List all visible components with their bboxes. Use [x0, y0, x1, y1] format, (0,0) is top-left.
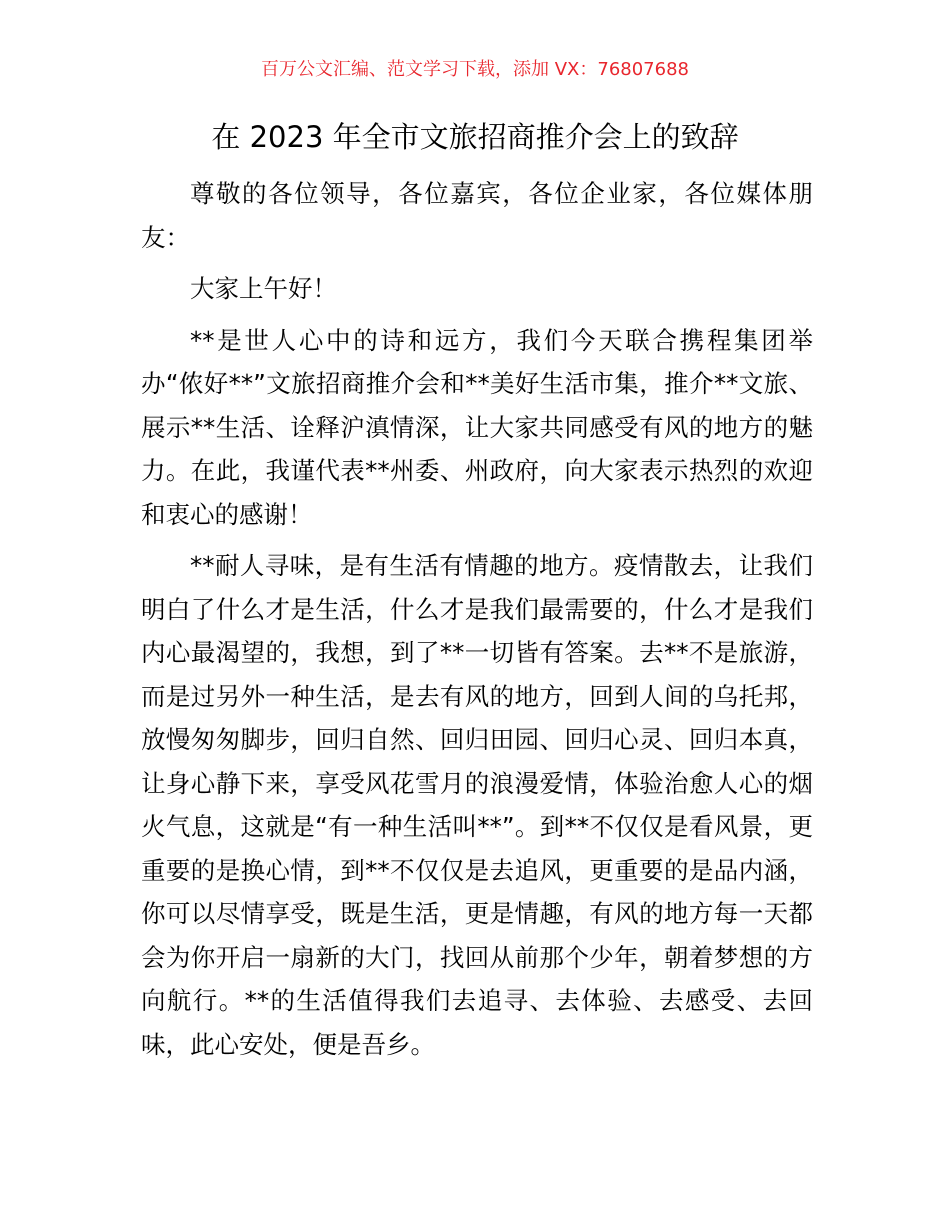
document-title: 在 2023 年全市文旅招商推介会上的致辞: [211, 120, 739, 154]
body-paragraph-1: **是世人心中的诗和远方，我们今天联合携程集团举办“侬好**”文旅招商推介会和**美好生活市集，推介**文旅、展示**生活、诠释沪滇情深，让大家共同感受有风的地方的魅力。在此，我谨代表**州委、州政府，向大家表示热烈的欢迎和衷心的感谢！: [141, 325, 813, 529]
document-body: [141, 172, 813, 1066]
body-paragraph-2: **耐人寻味，是有生活有情趣的地方。疫情散去，让我们明白了什么才是生活，什么才是我们最需要的，什么才是我们内心最渴望的，我想，到了**一切皆有答案。去**不是旅游，而是过另外一种生活，是去有风的地方，回到人间的乌托邦，放慢匆匆脚步，回归自然、回归田园、回归心灵、回归本真，让身心静下来，享受风花雪月的浪漫爱情，体验治愈人心的烟火气息，这就是“有一种生活叫**”。到**不仅仅是看风景，更重要的是换心情，到**不仅仅是去追风，更重要的是品内涵，你可以尽情享受，既是生活，更是情趣，有风的地方每一天都会为你开启一扇新的大门，找回从前那个少年，朝着梦想的方向航行。**的生活值得我们去追寻、去体验、去感受、去回味，此心安处，便是吾乡。: [141, 551, 813, 1059]
greeting-paragraph: 大家上午好！: [190, 274, 337, 303]
salutation-paragraph: 尊敬的各位领导，各位嘉宾，各位企业家，各位媒体朋友：: [141, 179, 813, 252]
header-watermark-note: 百万公文汇编、范文学习下载，添加 VX：76807688: [261, 59, 689, 80]
